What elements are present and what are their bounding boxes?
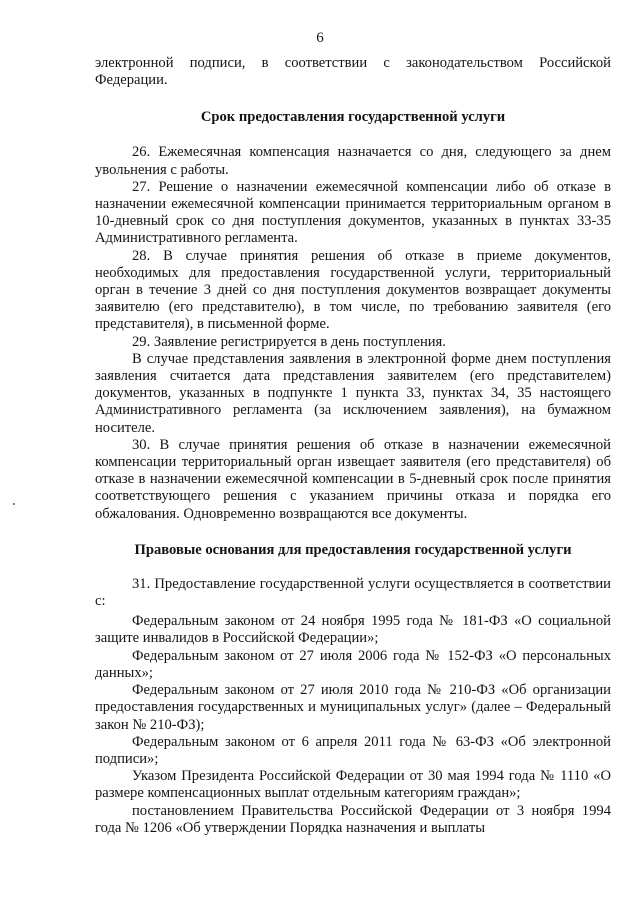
section-heading-legal-basis: Правовые основания для предоставления государственной услуги — [134, 541, 572, 558]
law-item-181fz: Федеральным законом от 24 ноября 1995 года № 181-ФЗ «О социальной защите инвалидов в Российской Федерации»; — [95, 613, 611, 647]
intro-paragraph: электронной подписи, в соответствии с законодательством Российской Федерации. — [95, 55, 611, 89]
resolution-item-1206: постановлением Правительства Российской Федерации от 3 ноября 1994 года № 1206 «Об утверждении Порядка назначения и выплаты — [95, 802, 611, 836]
paragraph-29-continued: В случае представления заявления в электронной форме днем поступления заявления считается дата представления заявителем (его представителем) документов, указанных в подпункте 1 пункта 33, пунктах 34, 35 настоящего Административного регламента (за исключением заявления), на бумажном носителе. — [95, 350, 611, 436]
section-heading-term: Срок предоставления государственной услуги — [200, 109, 506, 126]
page-number: 6 — [316, 30, 324, 46]
paragraph-26: 26. Ежемесячная компенсация назначается со дня, следующего за днем увольнения с работы. — [95, 144, 611, 178]
decree-item-1110: Указом Президента Российской Федерации от 30 мая 1994 года № 1110 «О размере компенсационных выплат отдельным категориям граждан»; — [95, 768, 611, 802]
paragraph-29: 29. Заявление регистрируется в день поступления. — [132, 333, 446, 350]
law-item-152fz: Федеральным законом от 27 июля 2006 года № 152-ФЗ «О персональных данных»; — [95, 647, 611, 681]
law-item-210fz: Федеральным законом от 27 июля 2010 года № 210-ФЗ «Об организации предоставления государственных и муниципальных услуг» (далее – Федеральный закон № 210-ФЗ); — [95, 682, 611, 733]
page-body — [95, 55, 611, 837]
scan-speck — [13, 503, 15, 505]
paragraph-31: 31. Предоставление государственной услуги осуществляется в соответствии с: — [95, 575, 611, 610]
paragraph-27: 27. Решение о назначении ежемесячной компенсации либо об отказе в назначении ежемесячной компенсации принимается территориальным органом в 10-дневный срок со дня поступления документов, указанных в пунктах 33-35 Административного регламента. — [95, 178, 611, 247]
law-item-63fz: Федеральным законом от 6 апреля 2011 года № 63-ФЗ «Об электронной подписи»; — [95, 733, 611, 767]
paragraph-28: 28. В случае принятия решения об отказе в приеме документов, необходимых для предоставления государственной услуги, территориальный орган в течение 3 дней со дня поступления документов возвращает документы заявителю (его представителю), в том числе, по требованию заявителя (его представителя), в письменной форме. — [95, 247, 611, 333]
paragraph-30: 30. В случае принятия решения об отказе в назначении ежемесячной компенсации территориальный орган извещает заявителя (его представителя) об отказе в назначении ежемесячной компенсации в 5-дневный срок после принятия соответствующего решения с указанием причины отказа и порядка его обжалования. Одновременно возвращаются все документы. — [95, 436, 611, 522]
